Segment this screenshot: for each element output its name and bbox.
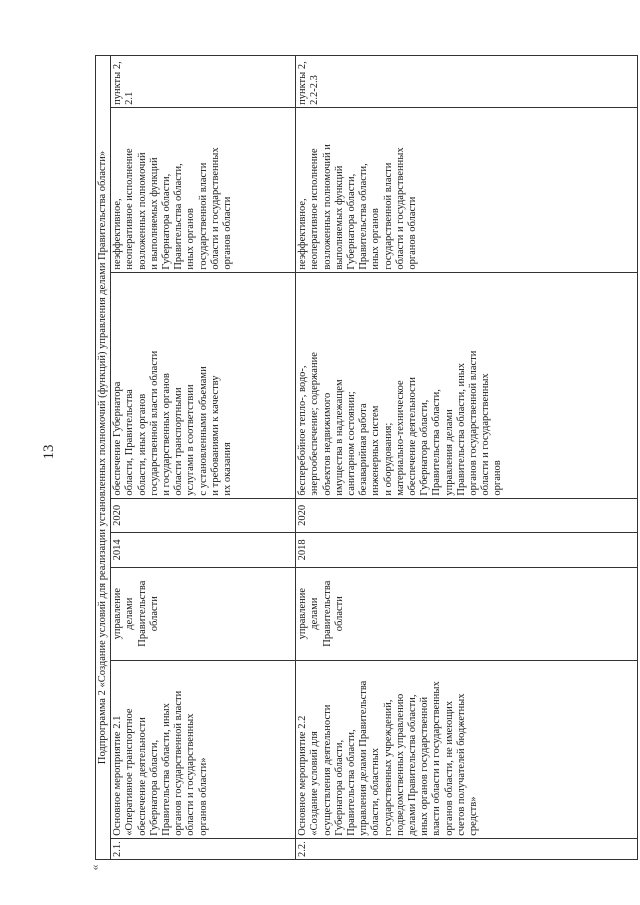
start-year: 2018 (296, 533, 638, 568)
executor: управление делами Правительства области (111, 567, 296, 660)
executor: управление делами Правительства области (296, 567, 638, 660)
end-year: 2020 (111, 498, 296, 533)
start-year: 2014 (111, 533, 296, 568)
subprogram-header: Подпрограмма 2 «Создание условий для реализации установленных полномочий (функций) управления делами Правительства области» (96, 56, 111, 860)
measure-name: Основное мероприятие 2.1 «Оперативное транспортное обеспечение деятельности Губернатора области, Правительства области, иных органов государственной власти области и государственных органов области» (111, 660, 296, 838)
expected-result: бесперебойное тепло-, водо-, энергообеспечение; содержание объектов недвижимого имущества в надлежащем санитарном состоянии; безаварийная работа инженерных систем и оборудования; материально-техническое обеспечение деятельности Губернатора области, Правительства области, управления делами Правительства области, иных органов государственной власти области и государственных органов (296, 272, 638, 498)
indicator-link: пункты 2, 2.2-2.3 (296, 56, 638, 108)
indicator-link: пункты 2, 2.1 (111, 56, 296, 108)
non-implementation-consequences: неэффективное, неоперативное исполнение возложенных полномочий и выполняемых функций Губернатора области, Правительства области, иных органов государственной власти области и государственных органов области (296, 107, 638, 272)
row-number: 2.1. (111, 838, 296, 859)
non-implementation-consequences: неэффективное, неоперативное исполнение возложенных полномочий и выполняемых функций Губернатора области, Правительства области, иных органов государственной власти области и государственных органов области (111, 107, 296, 272)
row-number: 2.2. (296, 838, 638, 859)
measure-name: Основное мероприятие 2.2 «Создание условий для осуществления деятельности Губернатора области, Правительства области, управления делами Правительства области, областных государственных учреждений, подведомственных управлению делами Правительства области, иных органов государственной власти области и государственных органов области, не имеющих счетов получателей бюджетных средств» (296, 660, 638, 838)
table-row (111, 56, 296, 860)
page-number: 13 (40, 444, 57, 460)
measures-table (95, 55, 638, 860)
subprogram-header-row (96, 56, 111, 860)
end-year: 2020 (296, 498, 638, 533)
table-row (296, 56, 638, 860)
rotated-table-container (95, 55, 636, 860)
stray-quote-mark: « (87, 864, 102, 871)
expected-result: обеспечение Губернатора области, Правительства области, иных органов государственной власти области и государственных органов области транспортными услугами в соответствии с установленными объемами и требованиями к качеству их оказания (111, 272, 296, 498)
